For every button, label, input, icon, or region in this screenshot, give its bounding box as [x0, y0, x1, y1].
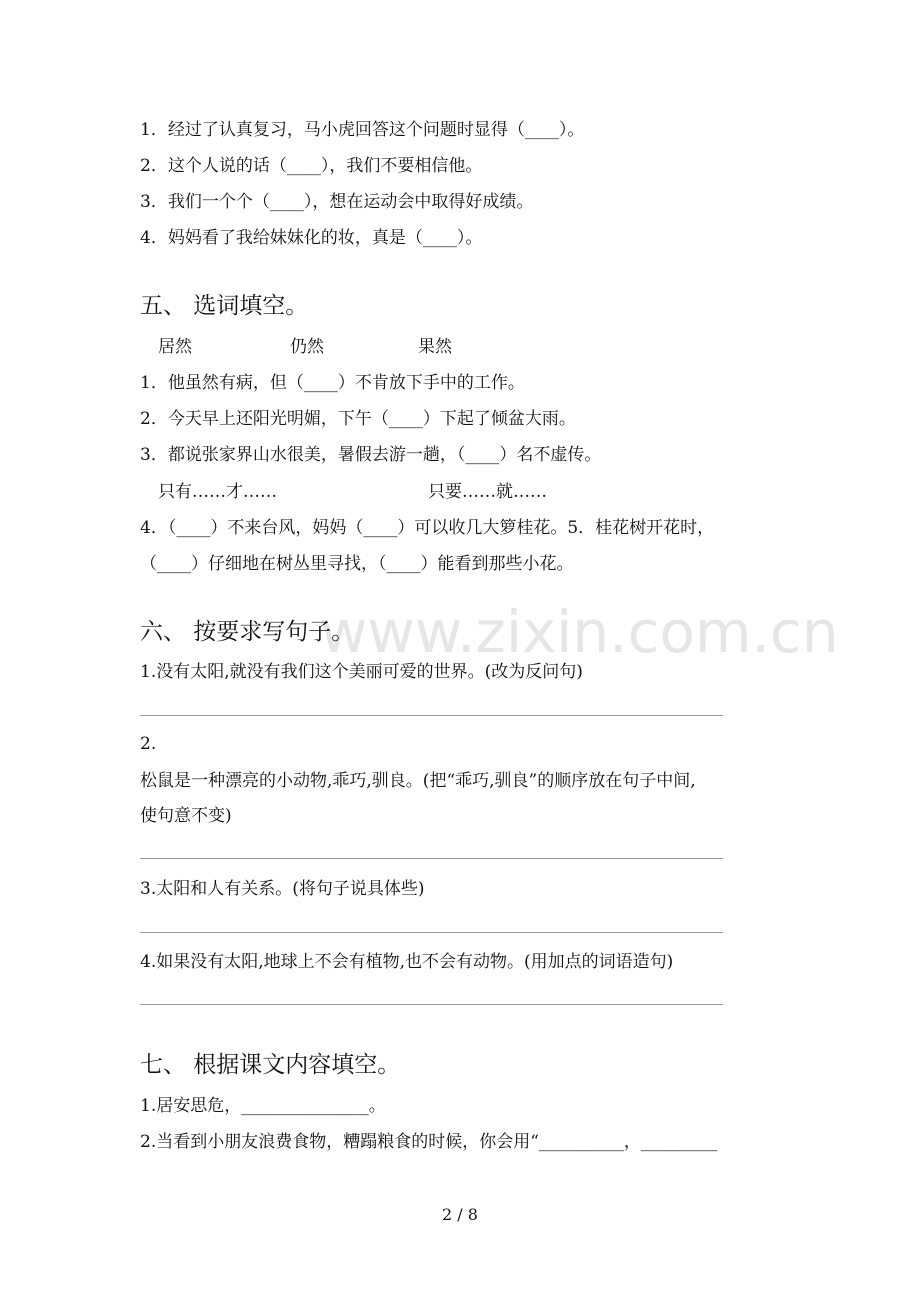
section5-heading: 五、 选词填空。 [140, 293, 309, 319]
section7-question-1: 1.居安思危，_______________。 [140, 1096, 386, 1116]
answer-line-4 [140, 1004, 723, 1005]
section4-item-4: 4．妈妈看了我给妹妹化的妆，真是（____）。 [140, 228, 483, 248]
section6-question-2: 松鼠是一种漂亮的小动物,乖巧,驯良。(把“乖巧,驯良”的顺序放在句子中间, [140, 771, 696, 791]
section6-question-2-number: 2. [140, 734, 157, 754]
page-number: 2 / 8 [442, 1205, 478, 1224]
section6-question-4: 4.如果没有太阳,地球上不会有植物,也不会有动物。(用加点的词语造句) [140, 952, 674, 972]
section5-item-1: 1．他虽然有病，但（____）不肯放下手中的工作。 [140, 373, 525, 393]
word-choice-2: 仍然 [290, 337, 324, 357]
section4-item-2: 2．这个人说的话（____），我们不要相信他。 [140, 156, 483, 176]
conj-choice-1: 只有……才…… [158, 482, 277, 502]
conj-choice-2: 只要……就…… [428, 482, 547, 502]
section6-heading: 六、 按要求写句子。 [140, 619, 355, 645]
answer-line-3 [140, 932, 723, 933]
section4-item-1: 1．经过了认真复习，马小虎回答这个问题时显得（____）。 [140, 120, 585, 140]
answer-line-2 [140, 858, 723, 859]
word-choice-3: 果然 [418, 337, 452, 357]
watermark: www.zixin.com.cn [320, 598, 839, 666]
answer-line-1 [140, 715, 723, 716]
section5-item-3: 3．都说张家界山水很美，暑假去游一趟，（____）名不虚传。 [140, 445, 602, 465]
section6-question-2-cont: 使句意不变) [140, 806, 232, 826]
word-choice-1: 居然 [158, 337, 192, 357]
section5-item-4-cont: （____）仔细地在树丛里寻找，（____）能看到那些小花。 [140, 554, 574, 574]
section6-question-1: 1.没有太阳,就没有我们这个美丽可爱的世界。(改为反问句) [140, 662, 583, 682]
section7-question-2: 2.当看到小朋友浪费食物，糟蹋粮食的时候，你会用“__________，_________ [140, 1132, 718, 1152]
section5-item-2: 2．今天早上还阳光明媚，下午（____）下起了倾盆大雨。 [140, 409, 576, 429]
section4-item-3: 3．我们一个个（____），想在运动会中取得好成绩。 [140, 192, 534, 212]
section7-heading: 七、 根据课文内容填空。 [140, 1052, 401, 1078]
section5-item-4: 4．（____）不来台风，妈妈（____）可以收几大箩桂花。5．桂花树开花时， [140, 518, 715, 538]
section6-question-3: 3.太阳和人有关系。(将句子说具体些) [140, 879, 425, 899]
